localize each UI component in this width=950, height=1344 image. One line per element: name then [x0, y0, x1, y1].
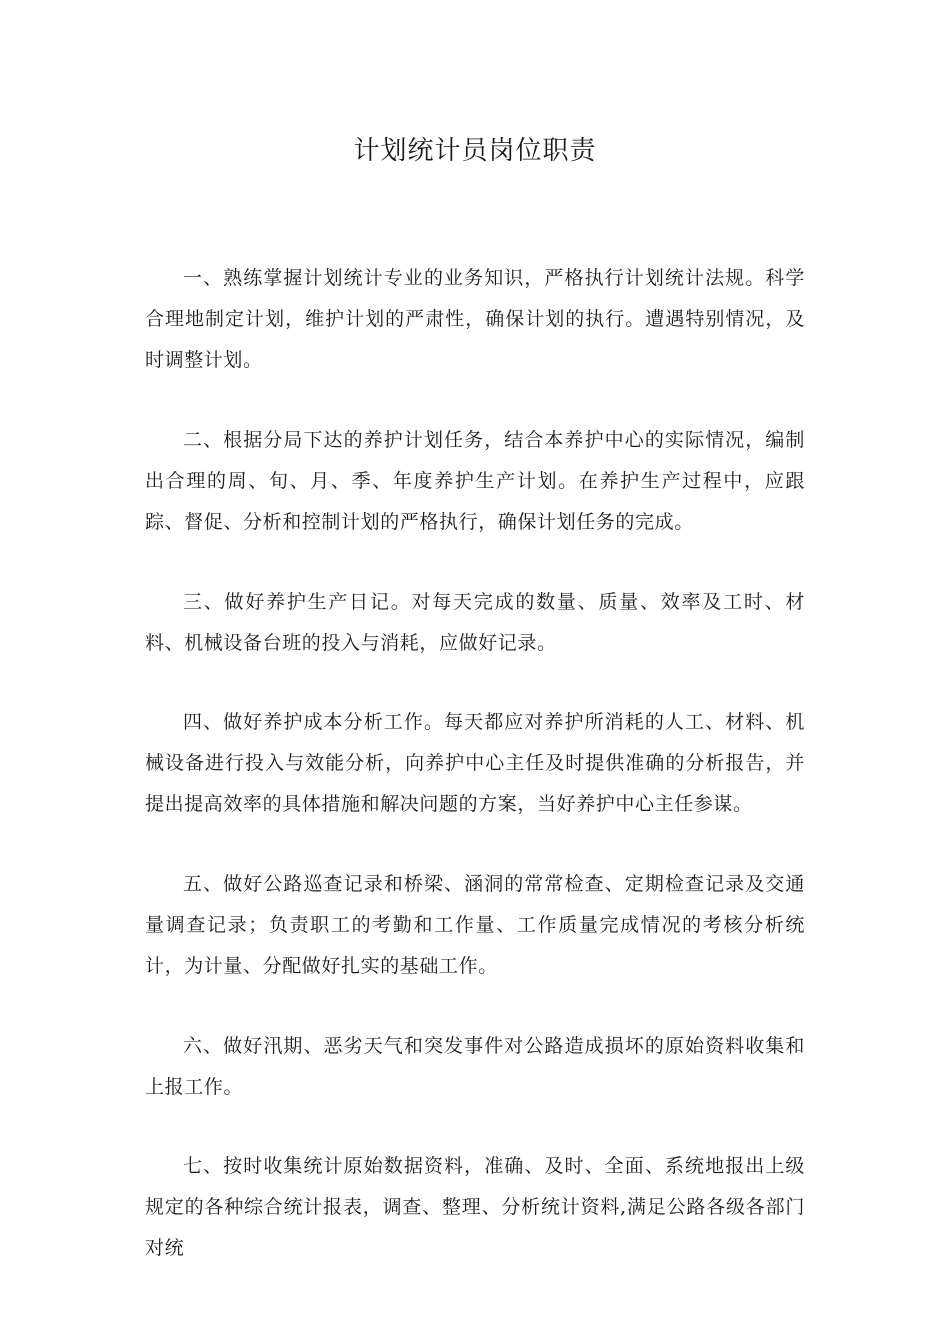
paragraph-duty-7: 七、按时收集统计原始数据资料，准确、及时、全面、系统地报出上级规定的各种综合统计报表，调查、整理、分析统计资料,满足公路各级各部门对统: [145, 1155, 805, 1259]
paragraph-duty-1: 一、熟练掌握计划统计专业的业务知识，严格执行计划统计法规。科学合理地制定计划，维护计划的严肃性，确保计划的执行。遭遇特别情况，及时调整计划。: [145, 267, 805, 371]
document-title: 计划统计员岗位职责: [353, 136, 597, 166]
paragraph-duty-3: 三、做好养护生产日记。对每天完成的数量、质量、效率及工时、材料、机械设备台班的投入与消耗，应做好记录。: [145, 591, 805, 654]
paragraph-duty-6: 六、做好汛期、恶劣天气和突发事件对公路造成损坏的原始资料收集和上报工作。: [145, 1035, 805, 1098]
paragraph-duty-4: 四、做好养护成本分析工作。每天都应对养护所消耗的人工、材料、机械设备进行投入与效能分析，向养护中心主任及时提供准确的分析报告，并提出提高效率的具体措施和解决问题的方案，当好养护中心主任参谋。: [145, 711, 805, 815]
paragraph-duty-2: 二、根据分局下达的养护计划任务，结合本养护中心的实际情况，编制出合理的周、旬、月、季、年度养护生产计划。在养护生产过程中，应跟踪、督促、分析和控制计划的严格执行，确保计划任务的完成。: [145, 429, 805, 533]
paragraph-duty-5: 五、做好公路巡查记录和桥梁、涵洞的常常检查、定期检查记录及交通量调查记录；负责职工的考勤和工作量、工作质量完成情况的考核分析统计，为计量、分配做好扎实的基础工作。: [145, 873, 805, 977]
